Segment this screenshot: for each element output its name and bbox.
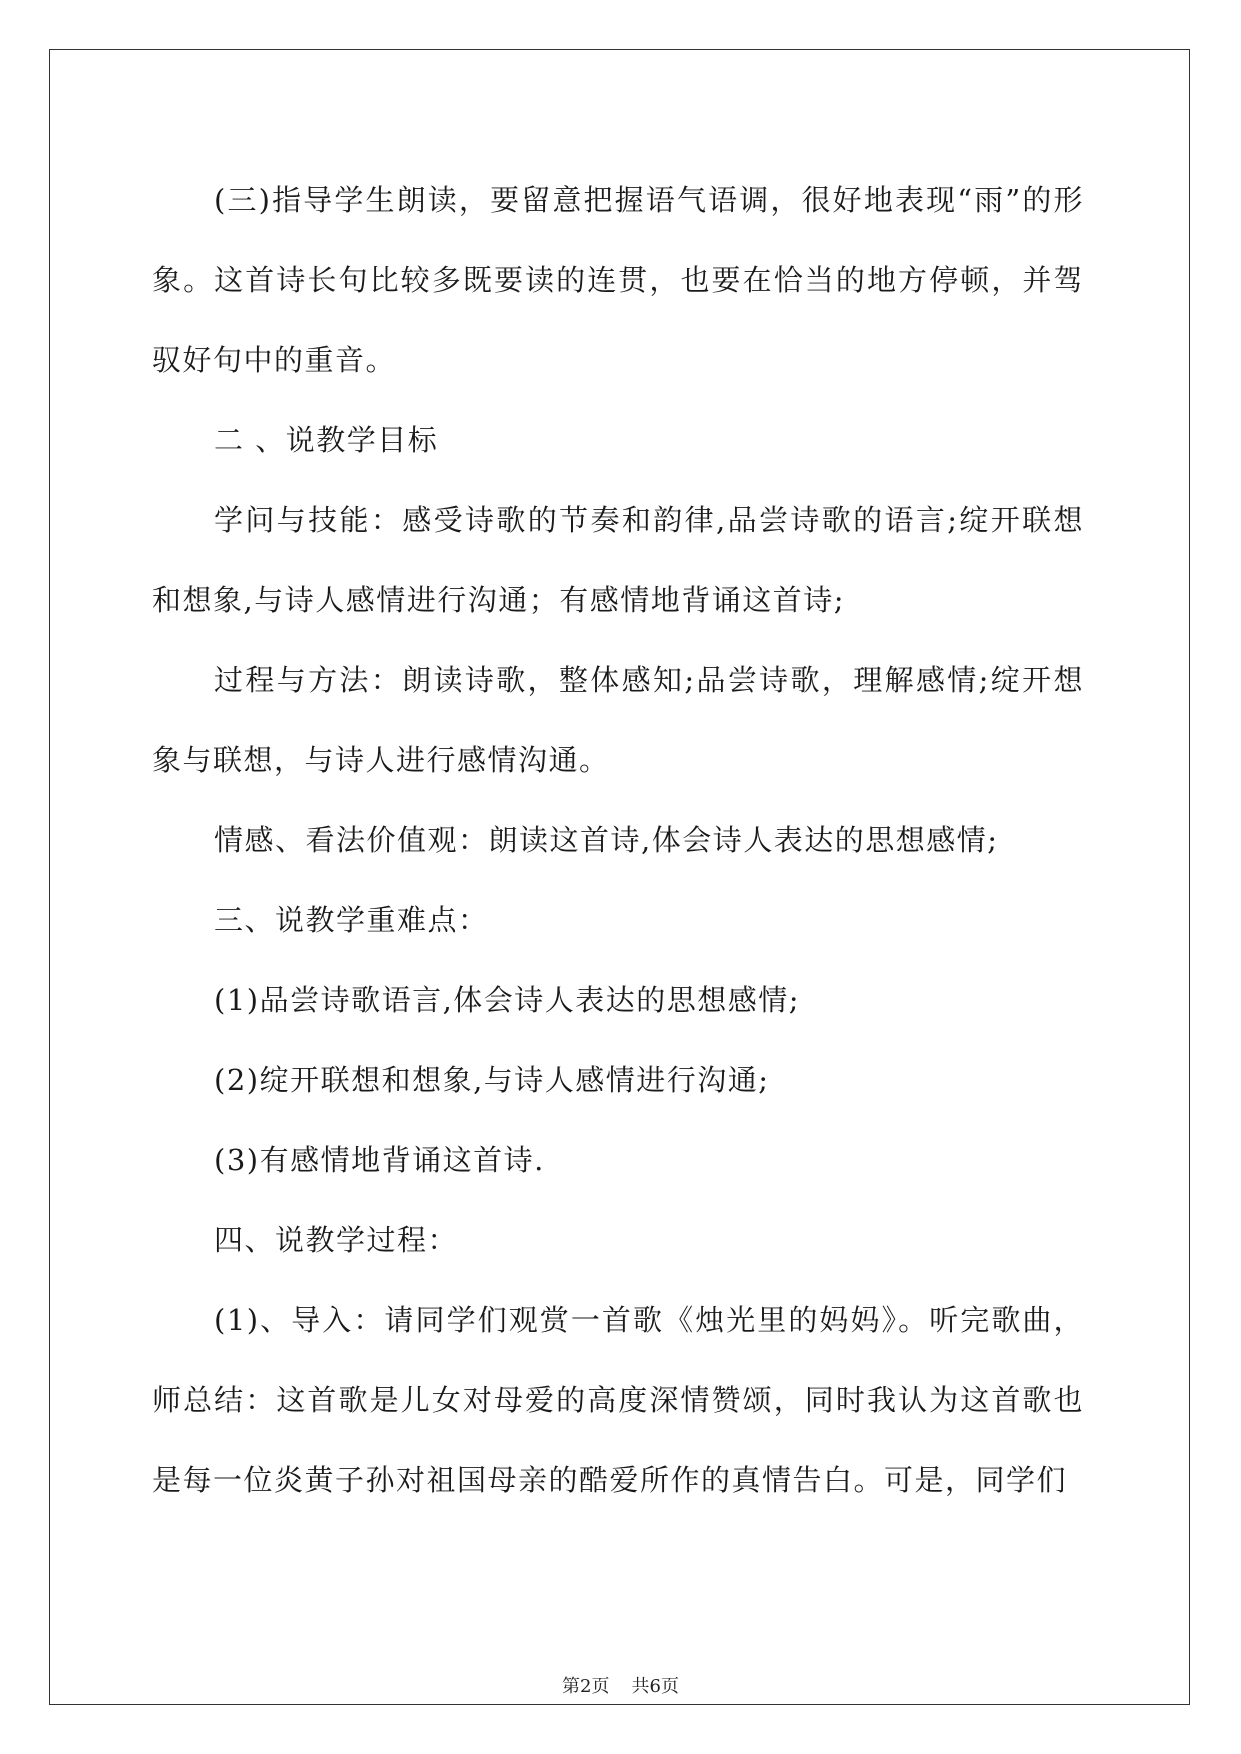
paragraph: 情感、看法价值观：朗读这首诗,体会诗人表达的思想感情; bbox=[214, 823, 999, 857]
list-item: (2)绽开联想和想象,与诗人感情进行沟通; bbox=[214, 1063, 770, 1097]
paragraph: 学问与技能：感受诗歌的节奏和韵律,品尝诗歌的语言;绽开联想和想象,与诗人感情进行沟通；有感情地背诵这首诗; bbox=[152, 503, 1084, 617]
document-body bbox=[152, 160, 1084, 1520]
list-item: (1)品尝诗歌语言,体会诗人表达的思想感情; bbox=[214, 983, 801, 1017]
paragraph: (1)、导入：请同学们观赏一首歌《烛光里的妈妈》。听完歌曲，师总结：这首歌是儿女对母爱的高度深情赞颂，同时我认为这首歌也是每一位炎黄子孙对祖国母亲的酷爱所作的真情告白。可是，同学们 bbox=[152, 1303, 1084, 1497]
page-number: 第2页 bbox=[562, 1676, 610, 1697]
page-total: 共6页 bbox=[631, 1676, 679, 1697]
list-item: (3)有感情地背诵这首诗. bbox=[214, 1143, 545, 1177]
paragraph: (三)指导学生朗读，要留意把握语气语调，很好地表现“雨”的形象。这首诗长句比较多既要读的连贯，也要在恰当的地方停顿，并驾驭好句中的重音。 bbox=[152, 183, 1084, 377]
section-heading: 四、说教学过程： bbox=[214, 1223, 459, 1257]
paragraph: 过程与方法：朗读诗歌，整体感知;品尝诗歌，理解感情;绽开想象与联想，与诗人进行感情沟通。 bbox=[152, 663, 1084, 777]
section-heading: 二 、说教学目标 bbox=[214, 423, 439, 457]
page-footer bbox=[0, 1672, 1241, 1698]
section-heading: 三、说教学重难点： bbox=[214, 903, 489, 937]
